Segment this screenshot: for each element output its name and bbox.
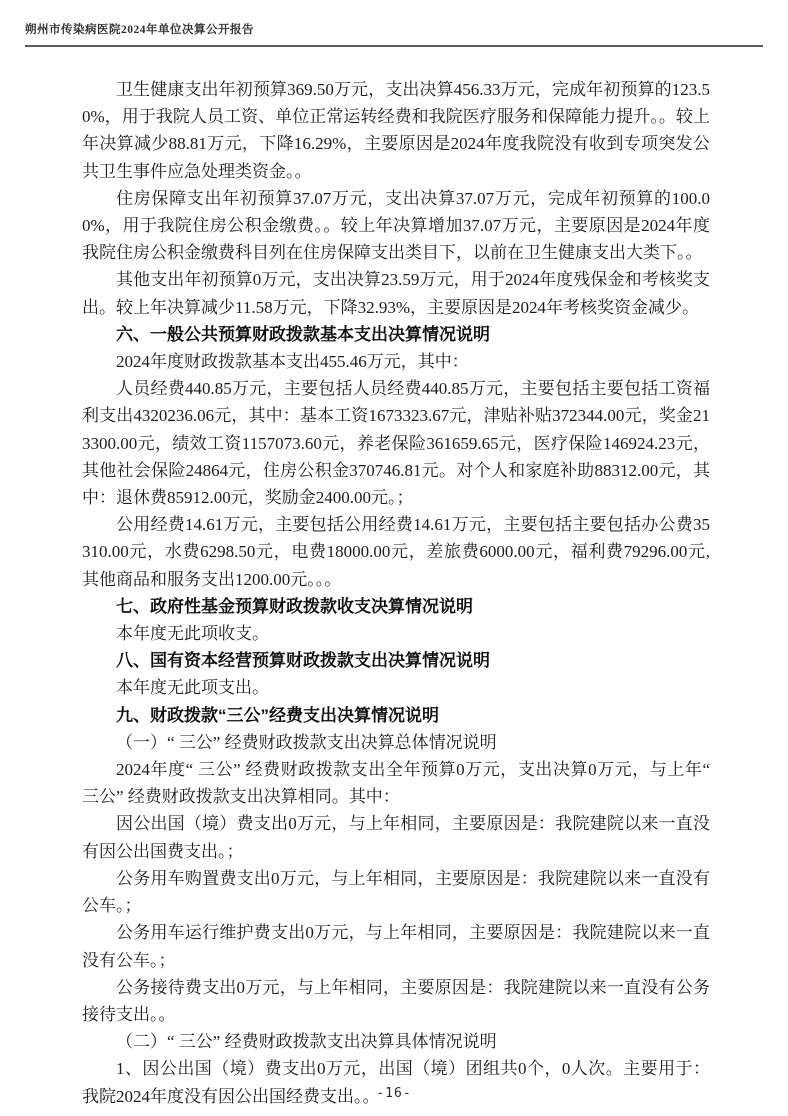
paragraph: 其他支出年初预算0万元，支出决算23.59万元，用于2024年度残保金和考核奖支出。较上年决算减少11.58万元，下降32.93%，主要原因是2024年考核奖资金减少。 xyxy=(82,270,710,317)
paragraph: 2024年度“ 三公” 经费财政拨款支出全年预算0万元，支出决算0万元，与上年“ 三公” 经费财政拨款支出决算相同。其中： xyxy=(82,760,710,807)
paragraph: （一）“ 三公” 经费财政拨款支出决算总体情况说明 xyxy=(116,732,497,752)
paragraph: 因公出国（境）费支出0万元，与上年相同，主要原因是：我院建院以来一直没有因公出国费支出。； xyxy=(82,814,710,861)
document-body xyxy=(82,76,710,1110)
paragraph: 公用经费14.61万元，主要包括公用经费14.61万元，主要包括主要包括办公费35310.00元，水费6298.50元，电费18000.00元，差旅费6000.00元，福利费79296.00元,其他商品和服务支出1200.00元。。。 xyxy=(82,515,710,589)
paragraph: 公务用车购置费支出0万元，与上年相同，主要原因是：我院建院以来一直没有公车。； xyxy=(82,868,710,916)
page-number: -16- xyxy=(376,1086,412,1101)
paragraph: 公务用车运行维护费支出0万元，与上年相同，主要原因是：我院建院以来一直没有公车。； xyxy=(82,923,710,970)
paragraph: （二）“ 三公” 经费财政拨款支出决算具体情况说明 xyxy=(116,1032,497,1052)
paragraph: 1、因公出国（境）费支出0万元，出国（境）团组共0个，0人次。主要用于：我院2024年度没有因公出国经费支出。。 xyxy=(82,1059,710,1106)
paragraph: 本年度无此项收支。 xyxy=(116,624,269,644)
section-heading: 六、一般公共预算财政拨款基本支出决算情况说明 xyxy=(116,324,490,344)
paragraph: 本年度无此项支出。 xyxy=(116,678,269,698)
document-header-title: 朔州市传染病医院2024年单位决算公开报告 xyxy=(25,24,254,36)
section-heading: 八、国有资本经营预算财政拨款支出决算情况说明 xyxy=(116,651,490,671)
paragraph: 住房保障支出年初预算37.07万元，支出决算37.07万元，完成年初预算的100.00%，用于我院住房公积金缴费。。较上年决算增加37.07万元，主要原因是2024年度我院住房公积金缴费科目列在住房保障支出类目下，以前在卫生健康支出大类下。。 xyxy=(82,188,710,263)
section-heading: 九、财政拨款“三公”经费支出决算情况说明 xyxy=(116,705,439,725)
paragraph: 卫生健康支出年初预算369.50万元，支出决算456.33万元，完成年初预算的123.50%，用于我院人员工资、单位正常运转经费和我院医疗服务和保障能力提升。。较上年决算减少88.81万元，下降16.29%，主要原因是2024年度我院没有收到专项突发公共卫生事件应急处理类资金。。 xyxy=(82,80,710,181)
paragraph: 公务接待费支出0万元，与上年相同，主要原因是：我院建院以来一直没有公务接待支出。。 xyxy=(82,977,710,1024)
paragraph: 人员经费440.85万元，主要包括人员经费440.85万元，主要包括主要包括工资福利支出4320236.06元，其中：基本工资1673323.67元，津贴补贴372344.00元，奖金213300.00元，绩效工资1157073.60元，养老保险361659.65元，医疗保险146924.23元，其他社会保险24864元，住房公积金370746.81元。对个人和家庭补助88312.00元，其中：退休费85912.00元，奖励金2400.00元。； xyxy=(82,379,710,508)
page-footer xyxy=(0,1084,788,1102)
document-header xyxy=(25,20,763,47)
paragraph: 2024年度财政拨款基本支出455.46万元，其中： xyxy=(116,352,469,372)
section-heading: 七、政府性基金预算财政拨款收支决算情况说明 xyxy=(116,596,473,616)
